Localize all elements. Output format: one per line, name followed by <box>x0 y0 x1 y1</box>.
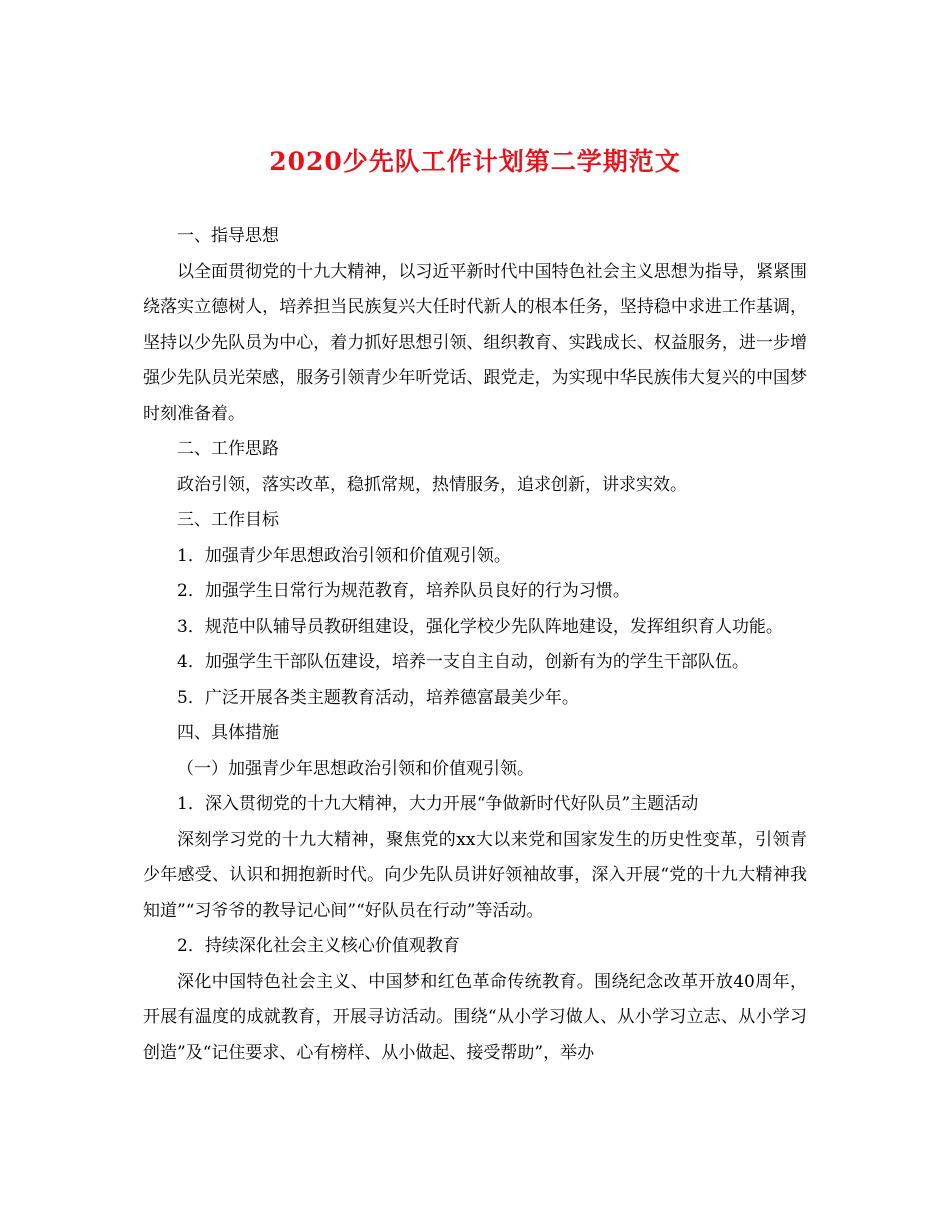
subsection-heading-1: （一）加强青少年思想政治引领和价值观引领。 <box>177 758 534 779</box>
document-title: 2020少先队工作计划第二学期范文 <box>269 147 681 176</box>
section-heading-work-approach: 二、工作思路 <box>177 439 279 459</box>
section-heading-measures: 四、具体措施 <box>177 723 279 743</box>
measure-item-1-heading: 1．深入贯彻党的十九大精神，大力开展“争做新时代好队员”主题活动 <box>177 794 699 814</box>
section-heading-work-goals: 三、工作目标 <box>177 510 279 530</box>
goal-item-2: 2．加强学生日常行为规范教育，培养队员良好的行为习惯。 <box>177 581 630 601</box>
measure-item-1-body: 深刻学习党的十九大精神，聚焦党的xx大以来党和国家发生的历史性变革，引领青少年感受、认识和拥抱新时代。向少先队员讲好领袖故事，深入开展“党的十九大精神我知道”“习爷爷的教导记心间”“好队员在行动”等活动。 <box>143 829 807 921</box>
measure-item-2-body: 深化中国特色社会主义、中国梦和红色革命传统教育。围绕纪念改革开放40周年，开展有温度的成就教育，开展寻访活动。围绕“从小学习做人、从小学习立志、从小学习创造”及“记住要求、心有榜样、从小做起、接受帮助”，举办 <box>143 971 807 1063</box>
document-body <box>143 219 807 1071</box>
goal-item-1: 1．加强青少年思想政治引领和价值观引领。 <box>177 545 511 566</box>
goal-item-4: 4．加强学生干部队伍建设，培养一支自主自动，创新有为的学生干部队伍。 <box>177 652 749 672</box>
goal-item-3: 3．规范中队辅导员教研组建设，强化学校少先队阵地建设，发挥组织育人功能。 <box>177 616 783 637</box>
goal-item-5: 5．广泛开展各类主题教育活动，培养德富最美少年。 <box>177 687 579 708</box>
paragraph-work-approach: 政治引领，落实改革，稳抓常规，热情服务，追求创新，讲求实效。 <box>177 474 687 495</box>
measure-item-2-heading: 2．持续深化社会主义核心价值观教育 <box>177 936 460 956</box>
section-heading-guiding-ideology: 一、指导思想 <box>177 226 279 246</box>
paragraph-guiding-ideology: 以全面贯彻党的十九大精神，以习近平新时代中国特色社会主义思想为指导，紧紧围绕落实立德树人，培养担当民族复兴大任时代新人的根本任务，坚持稳中求进工作基调，坚持以少先队员为中心，着力抓好思想引领、组织教育、实践成长、权益服务，进一步增强少先队员光荣感，服务引领青少年听党话、跟党走，为实现中华民族伟大复兴的中国梦时刻准备着。 <box>143 261 807 424</box>
